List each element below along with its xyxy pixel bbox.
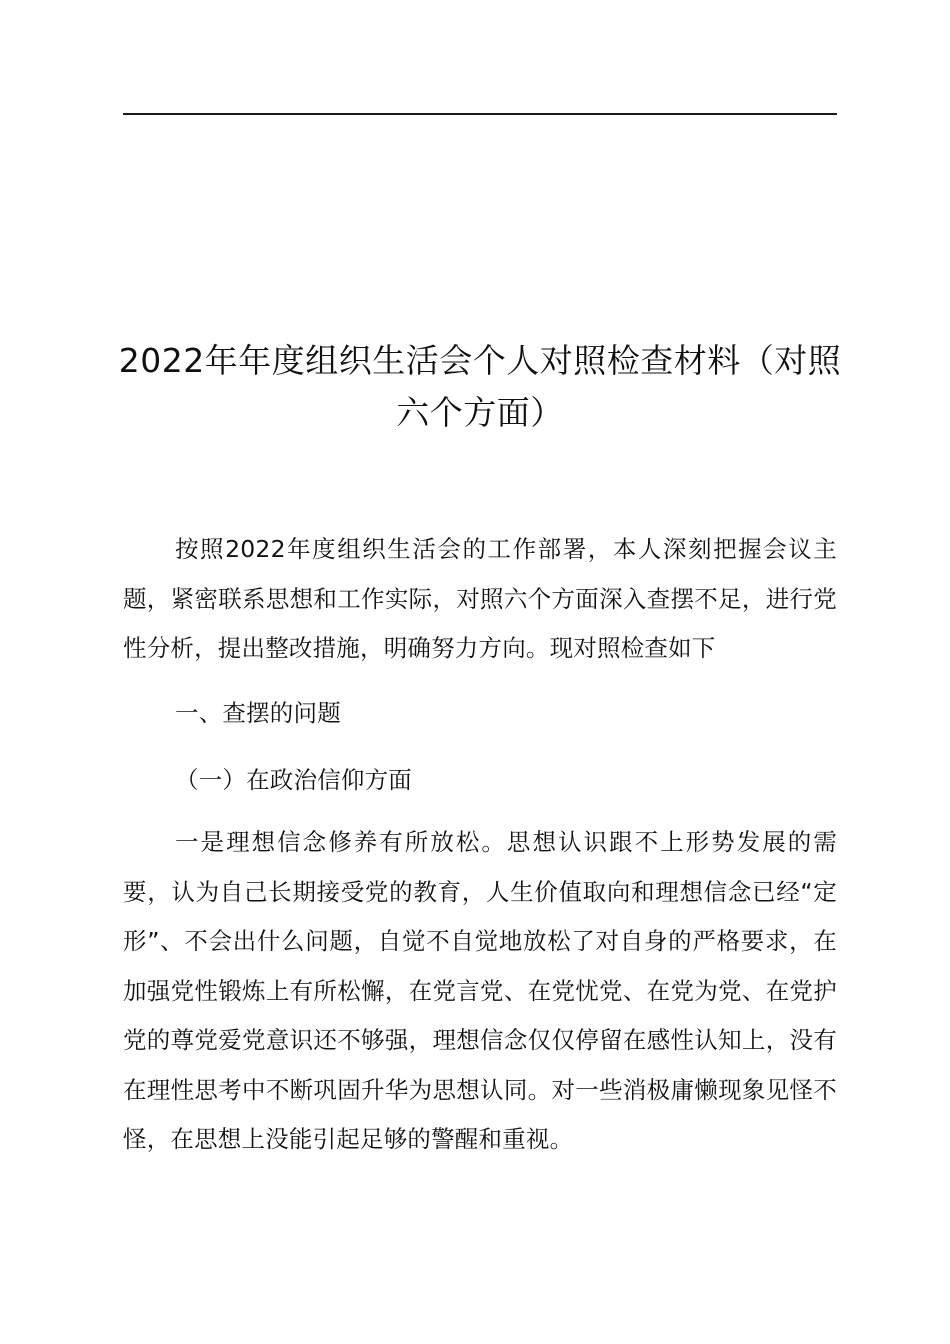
document-title: 2022年年度组织生活会个人对照检查材料（对照六个方面） — [118, 341, 842, 432]
subsection-heading: （一）在政治信仰方面 — [175, 766, 412, 794]
body-paragraph: 一是理想信念修养有所放松。思想认识跟不上形势发展的需要，认为自己长期接受党的教育，人生价值取向和理想信念已经“定形”、不会出什么问题，自觉不自觉地放松了对自身的严格要求，在加强党性锻炼上有所松懈，在党言党、在党忧党、在党为党、在党护党的尊党爱党意识还不够强，理想信念仅仅停留在感性认知上，没有在理性思考中不断巩固升华为思想认同。对一些消极庸懒现象见怪不怪，在思想上没能引起足够的警醒和重视。 — [123, 828, 837, 1153]
section-heading: 一、查摆的问题 — [175, 699, 341, 727]
header-rule — [123, 113, 837, 115]
intro-paragraph: 按照2022年度组织生活会的工作部署，本人深刻把握会议主题，紧密联系思想和工作实际，对照六个方面深入查摆不足，进行党性分析，提出整改措施，明确努力方向。现对照检查如下 — [123, 535, 837, 662]
